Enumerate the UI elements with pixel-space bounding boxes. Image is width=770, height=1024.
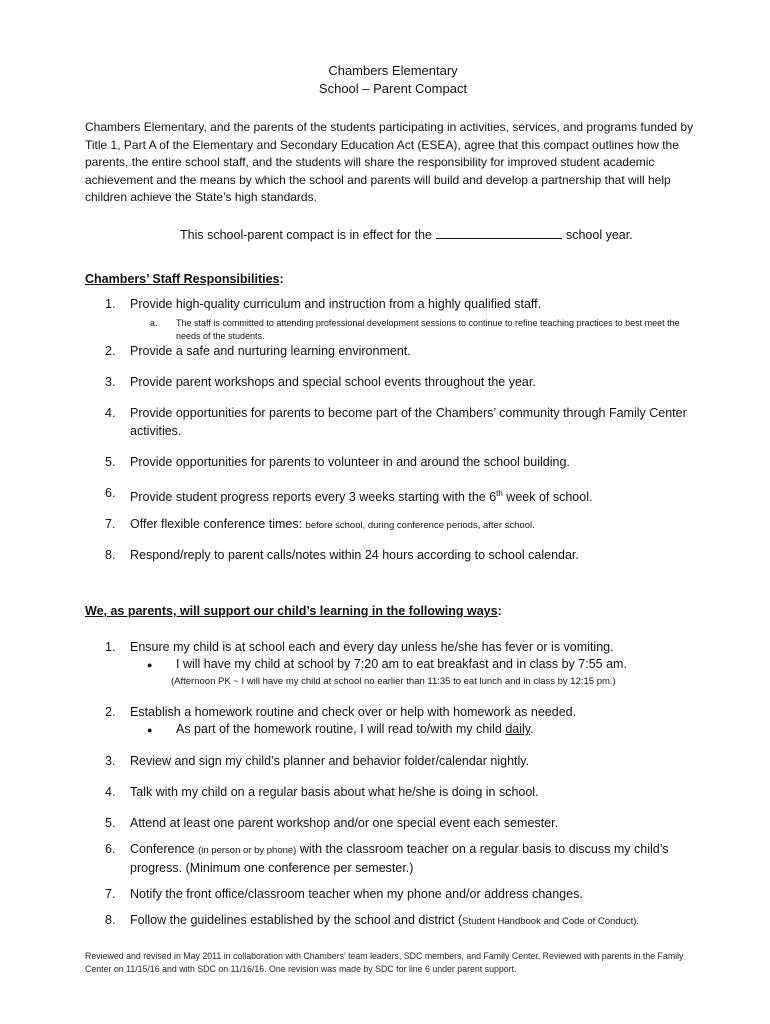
parent-item-1: 1. Ensure my child is at school each and every day unless he/she has fever or is vomiting. — [105, 640, 614, 654]
parents-heading: We, as parents, will support our child’s learning in the following ways: — [85, 604, 502, 618]
effective-text: This school-parent compact is in effect for the — [180, 228, 432, 242]
staff-item-8: 8. Respond/reply to parent calls/notes within 24 hours according to school calendar. — [105, 548, 579, 562]
year-blank-line — [436, 226, 562, 239]
staff-item-5: 5. Provide opportunities for parents to volunteer in and around the school building. — [105, 455, 570, 469]
parent-item-2: 2. Establish a homework routine and check over or help with homework as needed. — [105, 705, 577, 719]
effective-text-end: school year. — [565, 228, 633, 242]
staff-heading-text: Chambers’ Staff Responsibilities — [85, 272, 280, 286]
staff-item-7: 7. Offer flexible conference times: before school, during conference periods, after school. — [105, 517, 535, 531]
staff-item-1-sub: a. The staff is committed to attending professional development sessions to continue to refine teaching practices to best meet the needs of the students. — [150, 318, 680, 341]
parent-item-6: 6. Conference (in person or by phone) with the classroom teacher on a regular basis to discuss my child’s progress. (Minimum one conference per semester.) — [105, 842, 669, 875]
parents-heading-text: We, as parents, will support our child’s learning in the following ways — [85, 604, 498, 618]
document-subtitle: School – Parent Compact — [318, 81, 468, 96]
document-title: Chambers Elementary — [328, 63, 458, 78]
staff-item-2: 2. Provide a safe and nurturing learning environment. — [105, 344, 411, 358]
revision-footer: Reviewed and revised in May 2011 in collaboration with Chambers’ team leaders, SDC members, and Family Center. Reviewed with parents in the Family Center on 11/15/16 and with SDC on 11/16/16. One revision was made by SDC for line 6 under parent support. — [85, 951, 684, 974]
staff-item-6: 6. Provide student progress reports every 3 weeks starting with the 6th week of school. — [105, 486, 593, 505]
effective-year-line — [180, 226, 633, 242]
staff-item-4: 4. Provide opportunities for parents to become part of the Chambers’ community through Family Center activities. — [105, 406, 687, 438]
parent-item-1-bullet: ● I will have my child at school by 7:20 am to eat breakfast and in class by 7:55 am. — [147, 657, 627, 671]
bullet-dot-icon: ● — [147, 660, 153, 670]
parent-item-4: 4. Talk with my child on a regular basis about what he/she is doing in school. — [105, 785, 539, 799]
intro-paragraph: Chambers Elementary, and the parents of the students participating in activities, services, and programs funded by Title 1, Part A of the Elementary and Secondary Education Act (ESEA), agree that this compact outlines how the parents, the entire school staff, and the students will share the responsibility for improved student academic achievement and the means by which the school and parents will build and develop a partnership that will help children achieve the State’s high standards. — [85, 120, 694, 205]
parent-item-2-bullet: ● As part of the homework routine, I will read to/with my child daily. — [147, 722, 534, 736]
parent-item-8: 8. Follow the guidelines established by the school and district (Student Handbook and Code of Conduct). — [105, 913, 640, 927]
bullet-dot-icon: ● — [147, 725, 153, 735]
parent-item-5: 5. Attend at least one parent workshop and/or one special event each semester. — [105, 816, 559, 830]
parent-item-3: 3. Review and sign my child’s planner and behavior folder/calendar nightly. — [105, 754, 530, 768]
staff-heading: Chambers’ Staff Responsibilities: — [85, 272, 284, 286]
afternoon-pk-note: (Afternoon PK ~ I will have my child at school no earlier than 11:35 to eat lunch and in class by 12:15 pm.) — [171, 676, 616, 687]
parent-item-7: 7. Notify the front office/classroom teacher when my phone and/or address changes. — [105, 887, 583, 901]
staff-item-1: 1. Provide high-quality curriculum and instruction from a highly qualified staff. — [105, 297, 542, 311]
staff-item-3: 3. Provide parent workshops and special school events throughout the year. — [105, 375, 536, 389]
